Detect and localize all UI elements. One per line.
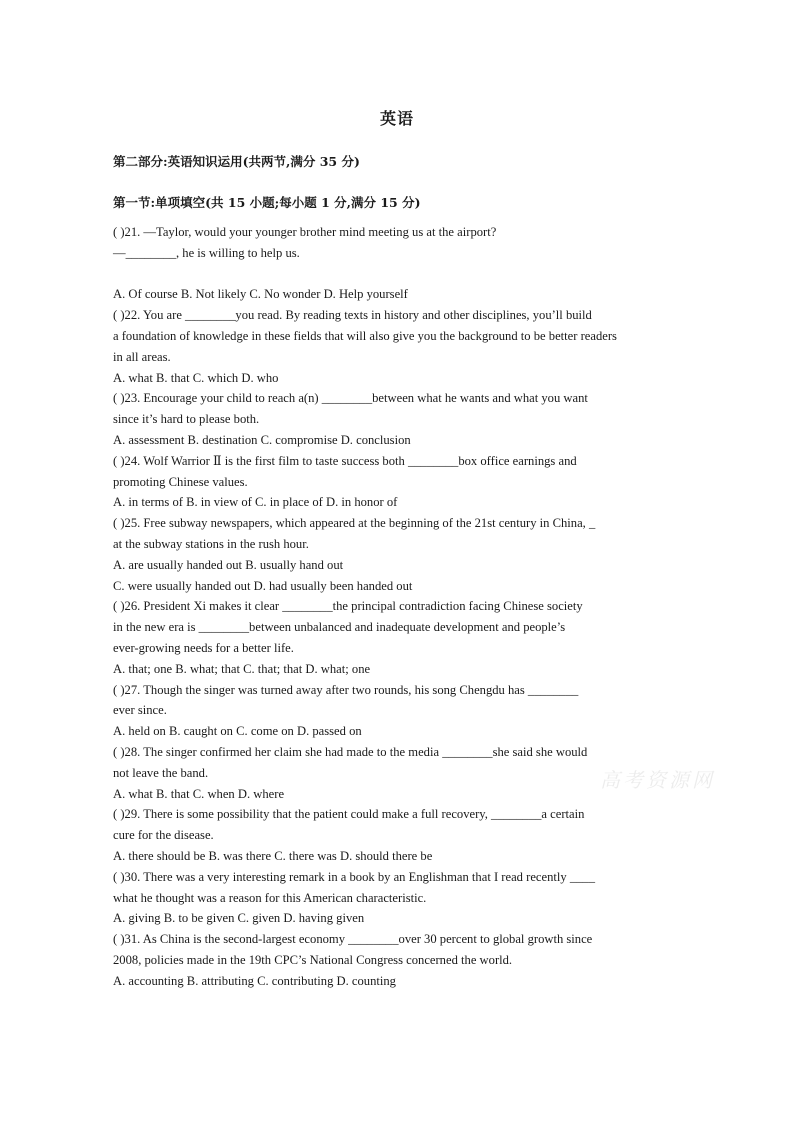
text-line: A. assessment B. destination C. compromise D. conclusion (113, 432, 411, 447)
text-line: A. what B. that C. which D. who (113, 370, 279, 385)
text-line: promoting Chinese values. (113, 474, 248, 489)
text-line: ( )25. Free subway newspapers, which appeared at the beginning of the 21st century in China, _ (113, 516, 596, 531)
text-line: A. in terms of B. in view of C. in place of D. in honor of (113, 495, 398, 510)
text-line: in the new era is ________between unbalanced and inadequate development and people’s (113, 620, 566, 635)
text-line: ( )27. Though the singer was turned away after two rounds, his song Chengdu has ________ (113, 682, 579, 697)
text-line: A. are usually handed out B. usually hand out (113, 557, 344, 572)
text-line: ( )22. You are ________you read. By reading texts in history and other disciplines, you’ll build (113, 308, 592, 323)
text-line: ( )21. —Taylor, would your younger brother mind meeting us at the airport? (113, 225, 497, 239)
page-title: 英语 (379, 109, 414, 128)
section-part-heading: 第二部分:英语知识运用(共两节,满分 35 分) (113, 154, 360, 169)
text-line: ( )29. There is some possibility that the patient could make a full recovery, ________a certain (113, 807, 585, 822)
watermark: 高考资源网 (600, 768, 715, 792)
text-line: cure for the disease. (113, 828, 214, 843)
text-line: 2008, policies made in the 19th CPC’s National Congress concerned the world. (113, 952, 513, 967)
text-line: A. giving B. to be given C. given D. having given (113, 911, 365, 926)
text-line: at the subway stations in the rush hour. (113, 536, 309, 551)
text-line: A. what B. that C. when D. where (113, 786, 285, 801)
text-line: A. accounting B. attributing C. contributing D. counting (113, 973, 396, 988)
text-line: what he thought was a reason for this American characteristic. (113, 890, 427, 905)
text-line: A. that; one B. what; that C. that; that D. what; one (113, 661, 371, 676)
text-line: A. there should be B. was there C. there was D. should there be (113, 848, 433, 863)
text-line: ( )24. Wolf Warrior Ⅱ is the first film to taste success both ________box office earnings and (113, 453, 577, 468)
text-line: ever since. (113, 703, 167, 718)
text-line: a foundation of knowledge in these fields that will also give you the background to be better readers (113, 328, 617, 343)
text-line: ( )28. The singer confirmed her claim she had made to the media ________she said she would (113, 744, 588, 759)
text-line: ( )31. As China is the second-largest economy ________over 30 percent to global growth since (113, 932, 593, 947)
text-line: ( )30. There was a very interesting remark in a book by an Englishman that I read recently ____ (113, 869, 596, 884)
text-line: A. Of course B. Not likely C. No wonder D. Help yourself (113, 287, 408, 302)
text-line: since it’s hard to please both. (113, 412, 260, 427)
text-line: not leave the band. (113, 765, 209, 780)
text-line (113, 264, 685, 285)
text-line: C. were usually handed out D. had usually been handed out (113, 578, 413, 593)
text-line: ever-growing needs for a better life. (113, 640, 294, 655)
question-body (113, 222, 685, 991)
text-line: ( )23. Encourage your child to reach a(n) ________between what he wants and what you want (113, 391, 588, 406)
text-line: ( )26. President Xi makes it clear ________the principal contradiction facing Chinese society (113, 599, 583, 614)
text-line: —________, he is willing to help us. (113, 245, 300, 260)
text-line: in all areas. (113, 349, 171, 364)
text-line: A. held on B. caught on C. come on D. passed on (113, 724, 362, 739)
section-one-heading: 第一节:单项填空(共 15 小题;每小题 1 分,满分 15 分) (113, 195, 421, 210)
